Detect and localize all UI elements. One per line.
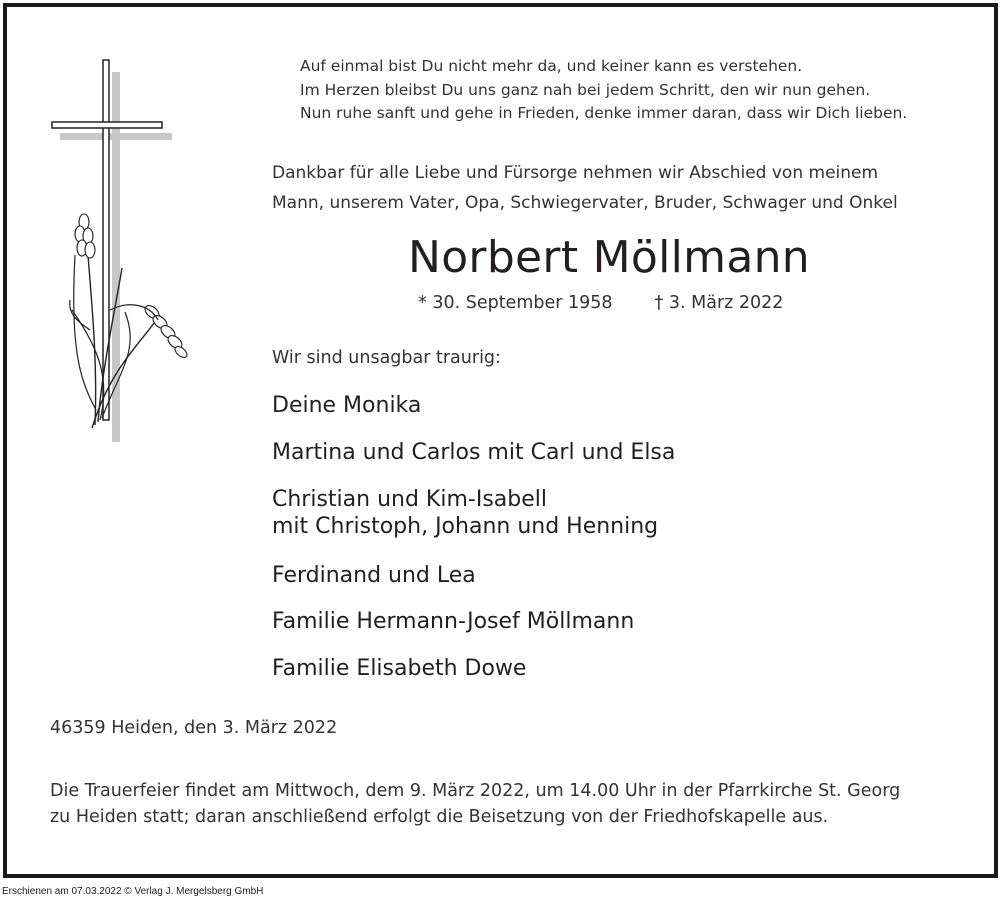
place-date: 46359 Heiden, den 3. März 2022 xyxy=(50,718,338,738)
mourners-intro: Wir sind unsagbar traurig: xyxy=(272,348,501,368)
service-line: zu Heiden statt; daran anschließend erfolgt die Beisetzung von der Friedhofskapelle aus. xyxy=(50,807,829,827)
intro-text xyxy=(272,158,898,218)
service-line: Die Trauerfeier findet am Mittwoch, dem 9. März 2022, um 14.00 Uhr in der Pfarrkirche St. Georg xyxy=(50,781,901,801)
poem xyxy=(300,55,907,126)
death-date: † 3. März 2022 xyxy=(654,293,784,313)
mourner-entry: Martina und Carlos mit Carl und Elsa xyxy=(272,440,676,465)
mourner-entry: Christian und Kim-Isabell xyxy=(272,487,547,512)
mourner-entry: mit Christoph, Johann und Henning xyxy=(272,514,659,539)
birth-date: * 30. September 1958 xyxy=(418,293,613,313)
publication-footer: Erschienen am 07.03.2022 © Verlag J. Mergelsberg GmbH xyxy=(2,886,264,897)
mourner-entry: Ferdinand und Lea xyxy=(272,563,476,588)
intro-line: Mann, unserem Vater, Opa, Schwiegervater, Bruder, Schwager und Onkel xyxy=(272,193,898,213)
deceased-name: Norbert Möllmann xyxy=(408,232,810,283)
mourner-entry: Familie Elisabeth Dowe xyxy=(272,656,527,681)
poem-line: Im Herzen bleibst Du uns ganz nah bei jedem Schritt, den wir nun gehen. xyxy=(300,80,871,99)
mourner-entry: Deine Monika xyxy=(272,393,422,418)
service-info xyxy=(50,778,900,830)
intro-line: Dankbar für alle Liebe und Fürsorge nehmen wir Abschied von meinem xyxy=(272,163,879,183)
mourner-entry: Familie Hermann-Josef Möllmann xyxy=(272,609,635,634)
poem-line: Nun ruhe sanft und gehe in Frieden, denke immer daran, dass wir Dich lieben. xyxy=(300,104,908,122)
poem-line: Auf einmal bist Du nicht mehr da, und keiner kann es verstehen. xyxy=(300,57,803,75)
cross-with-wheat-icon xyxy=(40,50,210,450)
life-dates xyxy=(418,293,783,313)
